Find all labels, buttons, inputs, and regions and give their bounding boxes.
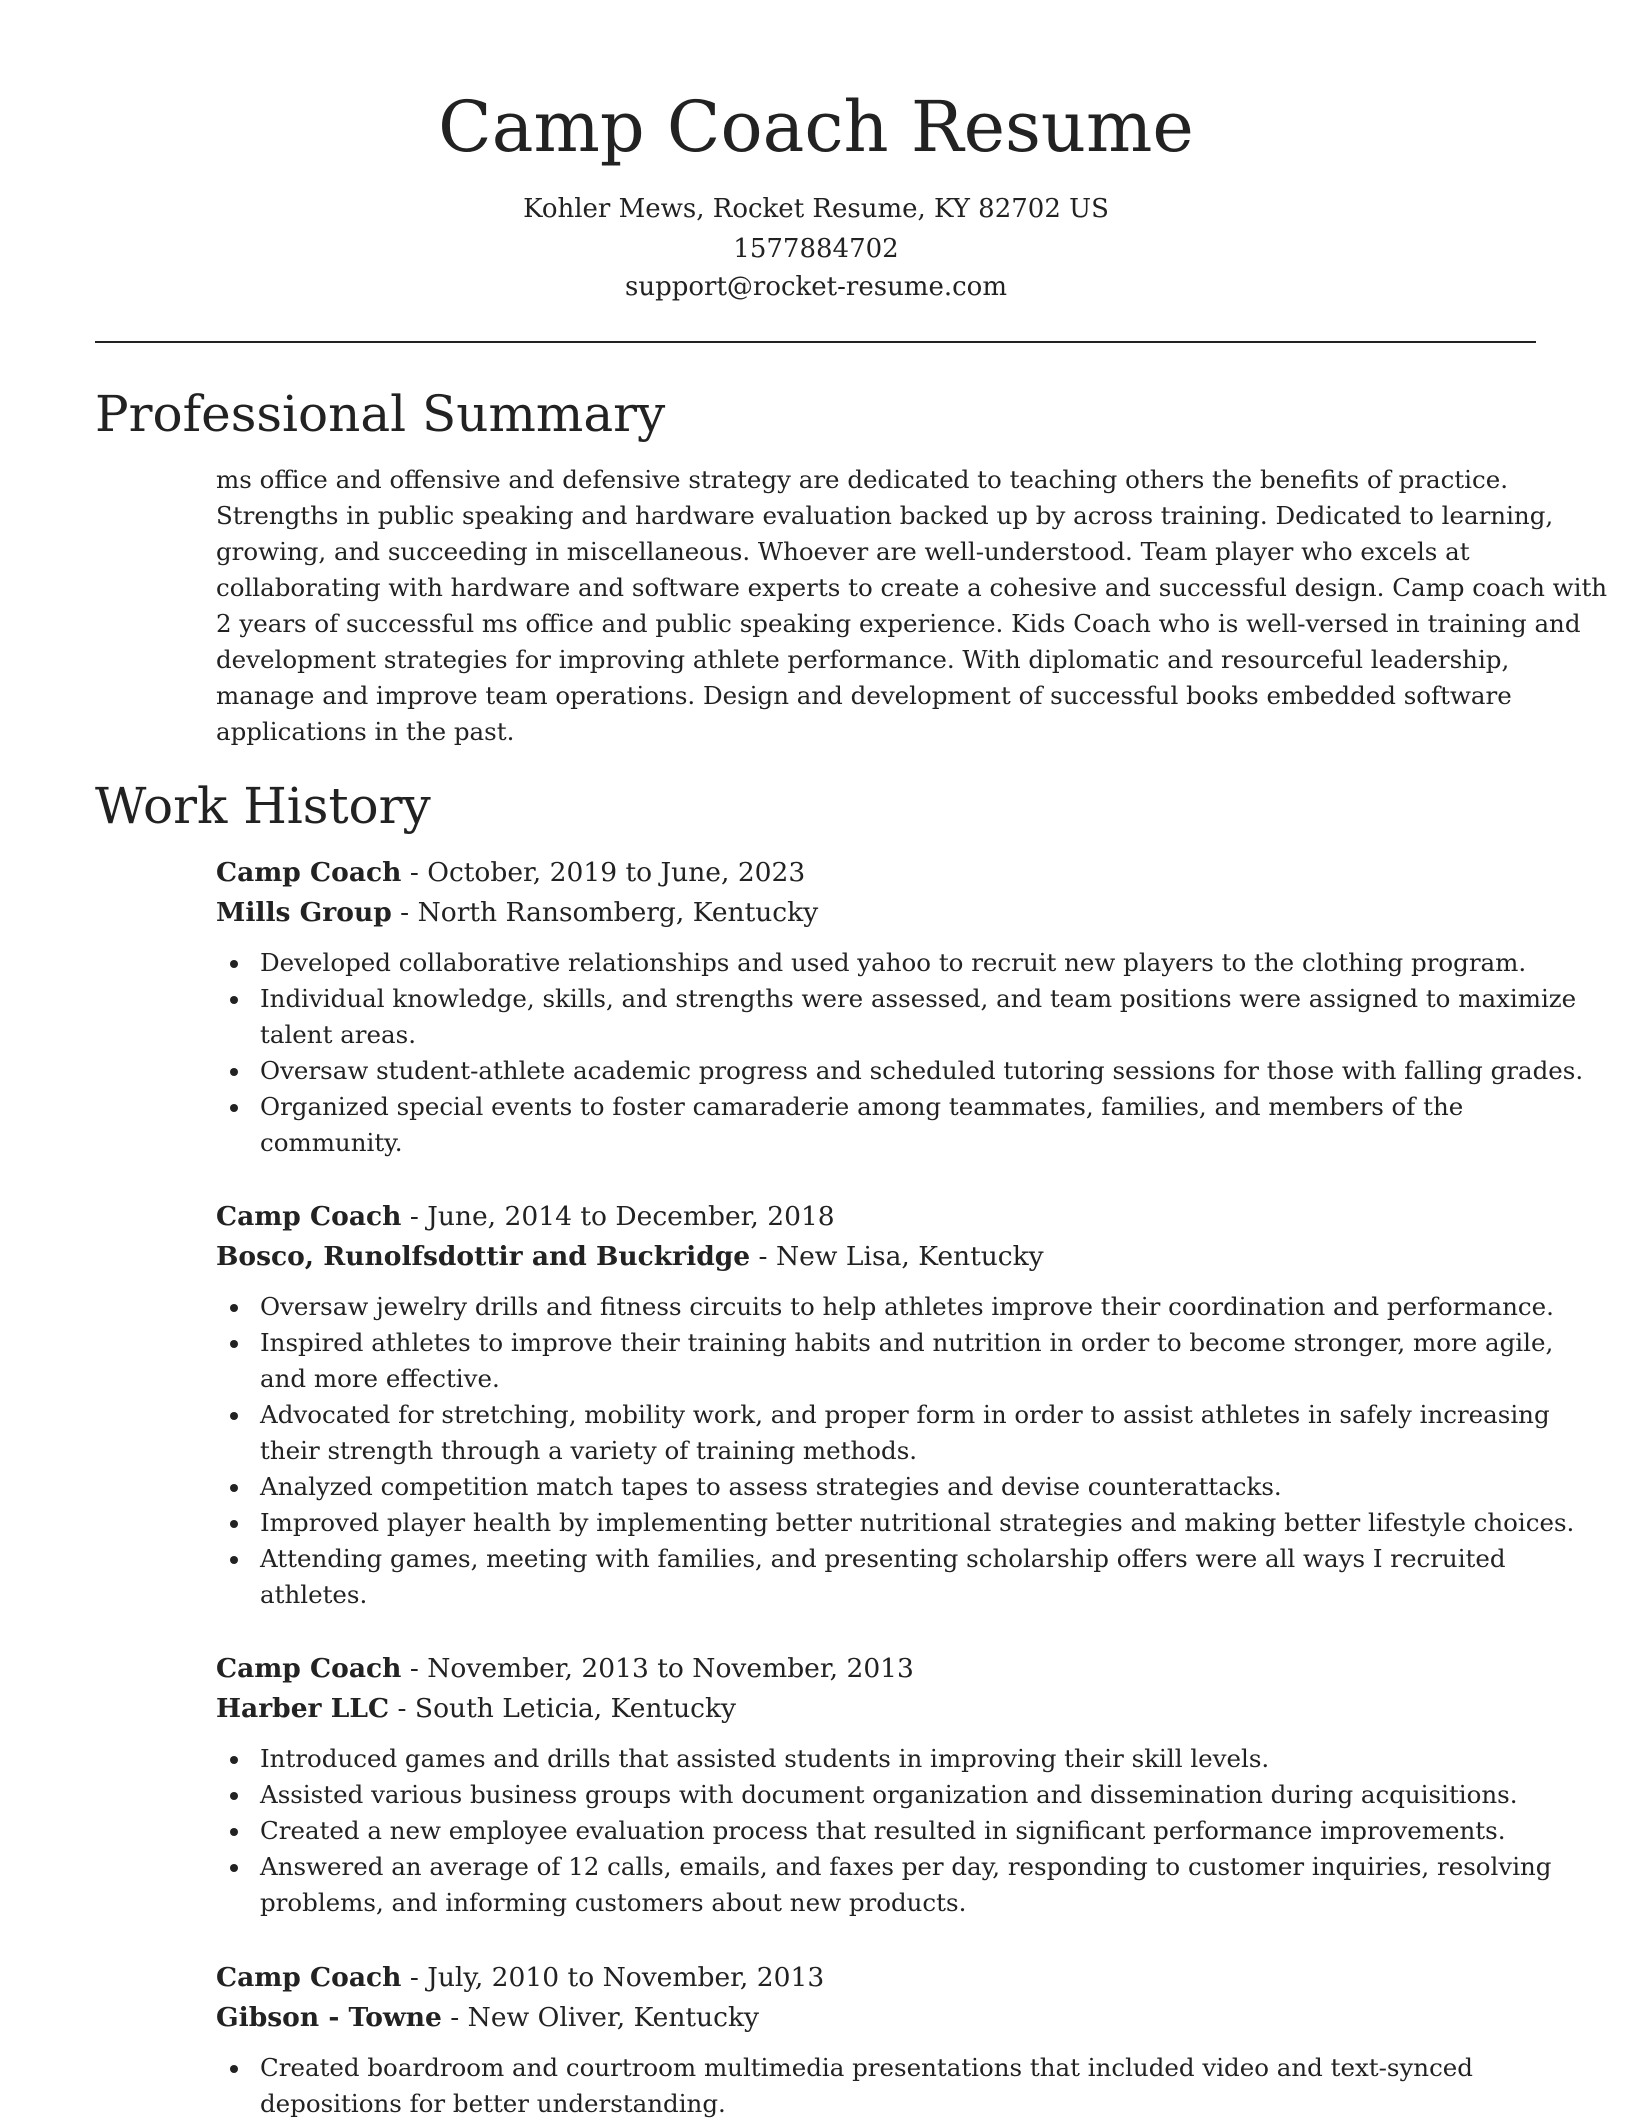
bullet-text: Developed collaborative relationships and used yahoo to recruit new players to the clothing program. bbox=[260, 948, 1527, 977]
bullet-text: Analyzed competition match tapes to assess strategies and devise counterattacks. bbox=[260, 1472, 1282, 1501]
bullet-text: Created a new employee evaluation process that resulted in significant performance improvements. bbox=[260, 1816, 1506, 1845]
bullet-text: their strength through a variety of training methods. bbox=[260, 1436, 918, 1465]
bullet-text: Individual knowledge, skills, and strengths were assessed, and team positions were assigned to maximize bbox=[260, 984, 1577, 1013]
job-bullet bbox=[216, 1777, 1536, 1813]
bullet-dot-icon bbox=[230, 1104, 238, 1112]
bullet-text: Advocated for stretching, mobility work, and proper form in order to assist athletes in safely increasing bbox=[260, 1400, 1550, 1429]
job-bullet bbox=[216, 1397, 1550, 1469]
bullet-dot-icon bbox=[230, 2065, 238, 2073]
job-title: Camp Coach bbox=[216, 857, 402, 888]
bullet-dot-icon bbox=[230, 1412, 238, 1420]
bullet-text: and more effective. bbox=[260, 1364, 500, 1393]
job-bullet bbox=[216, 1505, 1575, 1541]
job-title: Camp Coach bbox=[216, 1201, 402, 1232]
contact-phone: 1577884702 bbox=[733, 234, 899, 264]
work-history-entry bbox=[216, 853, 1584, 1161]
bullet-text: Answered an average of 12 calls, emails, and faxes per day, responding to customer inquiries, resolving bbox=[260, 1852, 1552, 1881]
bullet-dot-icon bbox=[230, 1068, 238, 1076]
job-dates: November, 2013 to November, 2013 bbox=[427, 1653, 914, 1684]
job-bullet bbox=[216, 1541, 1536, 1613]
bullet-dot-icon bbox=[230, 1340, 238, 1348]
bullet-dot-icon bbox=[230, 1520, 238, 1528]
bullet-text: depositions for better understanding. bbox=[260, 2089, 726, 2118]
job-dates: October, 2019 to June, 2023 bbox=[427, 857, 806, 888]
bullet-dot-icon bbox=[230, 1864, 238, 1872]
work-history-entry bbox=[216, 1197, 1575, 1613]
separator: - bbox=[441, 2002, 468, 2033]
job-bullet-list bbox=[216, 1741, 1552, 1921]
bullet-text: Assisted various business groups with document organization and dissemination during acquisitions. bbox=[260, 1780, 1518, 1809]
bullet-dot-icon bbox=[230, 1556, 238, 1564]
job-bullet-list bbox=[216, 1289, 1575, 1613]
job-company: Bosco, Runolfsdottir and Buckridge bbox=[216, 1241, 751, 1272]
job-location: South Leticia, Kentucky bbox=[414, 1693, 737, 1724]
contact-address: Kohler Mews, Rocket Resume, KY 82702 US bbox=[523, 194, 1109, 224]
work-history-entry bbox=[216, 1958, 1536, 2122]
job-bullet bbox=[216, 1813, 1536, 1849]
job-bullet bbox=[216, 1741, 1536, 1777]
job-bullet bbox=[216, 981, 1577, 1053]
job-location: New Oliver, Kentucky bbox=[467, 2002, 759, 2033]
bullet-text: Inspired athletes to improve their training habits and nutrition in order to become stronger, more agile, bbox=[260, 1328, 1554, 1357]
bullet-dot-icon bbox=[230, 1792, 238, 1800]
resume-title: Camp Coach Resume bbox=[438, 86, 1194, 168]
job-title: Camp Coach bbox=[216, 1653, 402, 1684]
professional-summary-text bbox=[216, 462, 1608, 750]
job-bullet bbox=[216, 2050, 1536, 2122]
bullet-text: Introduced games and drills that assisted students in improving their skill levels. bbox=[260, 1744, 1270, 1773]
job-company-line bbox=[216, 1237, 1536, 1277]
separator: - bbox=[389, 1693, 415, 1724]
summary-line: 2 years of successful ms office and public speaking experience. Kids Coach who is well-versed in training and bbox=[216, 609, 1581, 638]
bullet-dot-icon bbox=[230, 960, 238, 968]
bullet-text: problems, and informing customers about new products. bbox=[260, 1888, 967, 1917]
summary-line: development strategies for improving athlete performance. With diplomatic and resourceful leadership, bbox=[216, 645, 1510, 674]
bullet-dot-icon bbox=[230, 1756, 238, 1764]
bullet-dot-icon bbox=[230, 1304, 238, 1312]
job-bullet bbox=[216, 1849, 1552, 1921]
job-title-line bbox=[216, 853, 1536, 893]
job-bullet bbox=[216, 1089, 1536, 1161]
summary-line: growing, and succeeding in miscellaneous. Whoever are well-understood. Team player who excels at bbox=[216, 537, 1470, 566]
job-title-line bbox=[216, 1197, 1536, 1237]
job-title: Camp Coach bbox=[216, 1962, 402, 1993]
separator: - bbox=[401, 1653, 428, 1684]
job-bullet bbox=[216, 1289, 1554, 1325]
bullet-dot-icon bbox=[230, 1484, 238, 1492]
job-dates: July, 2010 to November, 2013 bbox=[427, 1962, 825, 1993]
job-company: Harber LLC bbox=[216, 1693, 390, 1724]
separator: - bbox=[401, 1962, 428, 1993]
summary-line: Strengths in public speaking and hardware evaluation backed up by across training. Dedicated to learning, bbox=[216, 501, 1554, 530]
job-location: New Lisa, Kentucky bbox=[775, 1241, 1044, 1272]
separator: - bbox=[750, 1241, 776, 1272]
job-bullet-list bbox=[216, 2050, 1536, 2122]
professional-summary-heading: Professional Summary bbox=[95, 385, 666, 443]
bullet-text: talent areas. bbox=[260, 1020, 416, 1049]
bullet-text: athletes. bbox=[260, 1580, 368, 1609]
job-company-line bbox=[216, 893, 1536, 933]
bullet-text: Improved player health by implementing better nutritional strategies and making better lifestyle choices. bbox=[260, 1508, 1575, 1537]
bullet-dot-icon bbox=[230, 1828, 238, 1836]
job-title-line bbox=[216, 1958, 1536, 1998]
job-company-line bbox=[216, 1689, 1536, 1729]
job-bullet bbox=[216, 1325, 1554, 1397]
summary-line: applications in the past. bbox=[216, 717, 515, 746]
separator: - bbox=[401, 1201, 428, 1232]
job-bullet bbox=[216, 1053, 1584, 1089]
summary-line: collaborating with hardware and software experts to create a cohesive and successful design. Camp coach with bbox=[216, 573, 1608, 602]
bullet-dot-icon bbox=[230, 996, 238, 1004]
summary-line: ms office and offensive and defensive strategy are dedicated to teaching others the benefits of practice. bbox=[216, 465, 1508, 494]
job-company: Gibson - Towne bbox=[216, 2002, 442, 2033]
bullet-text: Oversaw student-athlete academic progress and scheduled tutoring sessions for those with falling grades. bbox=[260, 1056, 1584, 1085]
job-dates: June, 2014 to December, 2018 bbox=[427, 1201, 835, 1232]
contact-email[interactable]: support@rocket-resume.com bbox=[624, 272, 1007, 302]
job-bullet bbox=[216, 945, 1536, 981]
job-title-line bbox=[216, 1649, 1536, 1689]
bullet-text: Organized special events to foster camaraderie among teammates, families, and members of the bbox=[260, 1092, 1464, 1121]
header-divider bbox=[95, 341, 1536, 343]
separator: - bbox=[391, 897, 418, 928]
work-history-entry bbox=[216, 1649, 1552, 1921]
job-location: North Ransomberg, Kentucky bbox=[417, 897, 819, 928]
job-bullet-list bbox=[216, 945, 1584, 1161]
bullet-text: Oversaw jewelry drills and fitness circuits to help athletes improve their coordination and performance. bbox=[260, 1292, 1554, 1321]
bullet-text: Created boardroom and courtroom multimedia presentations that included video and text-synced bbox=[260, 2053, 1473, 2082]
work-history-heading: Work History bbox=[95, 777, 431, 835]
job-company-line bbox=[216, 1998, 1536, 2038]
summary-line: manage and improve team operations. Design and development of successful books embedded software bbox=[216, 681, 1512, 710]
job-company: Mills Group bbox=[216, 897, 392, 928]
separator: - bbox=[401, 857, 428, 888]
bullet-text: community. bbox=[260, 1128, 403, 1157]
job-bullet bbox=[216, 1469, 1536, 1505]
bullet-text: Attending games, meeting with families, and presenting scholarship offers were all ways I recruited bbox=[260, 1544, 1506, 1573]
